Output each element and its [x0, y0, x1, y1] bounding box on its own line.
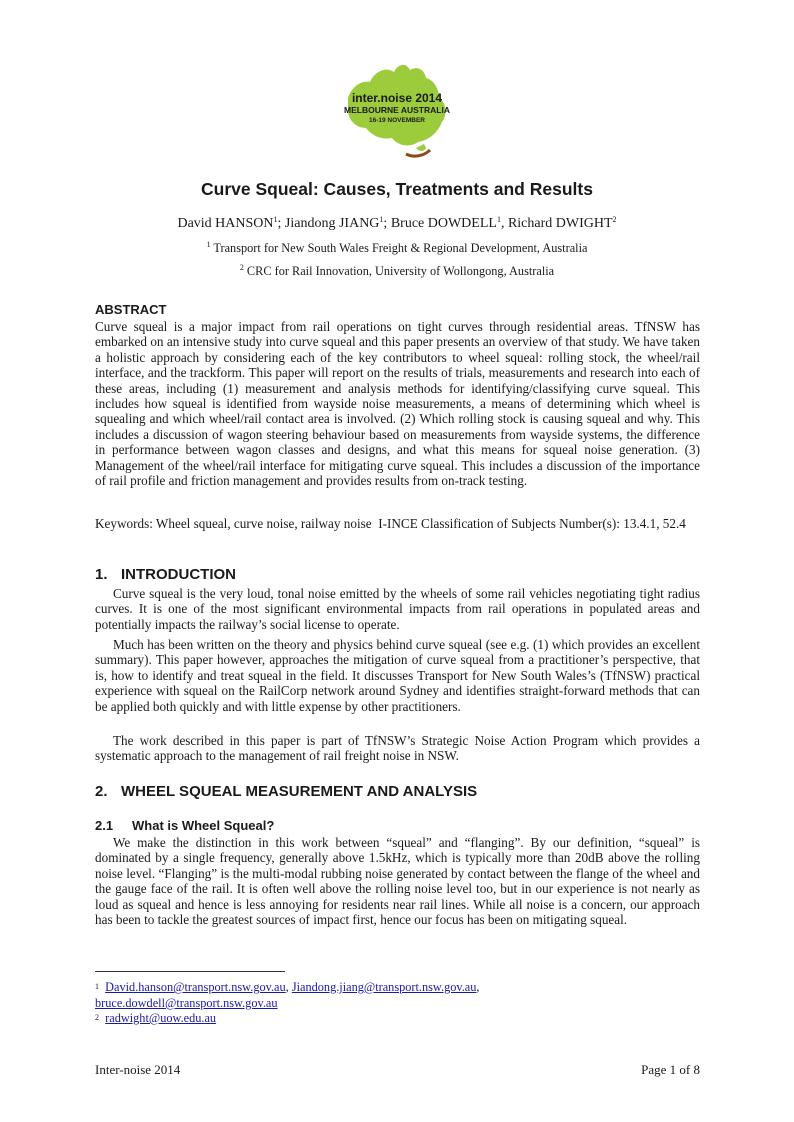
affiliation [0, 264, 794, 279]
affiliation [0, 241, 794, 256]
author-name: David HANSON [177, 216, 274, 231]
paragraph: Curve squeal is the very loud, tonal noise emitted by the wheels of some rail vehicles negotiating tight radius curves. It is one of the most significant environmental impacts from rail operations in populated areas and potentially impacts the railway’s social license to operate. [95, 586, 700, 632]
keywords [95, 516, 700, 531]
abstract-text: Curve squeal is a major impact from rail operations on tight curves through residential areas. TfNSW has embarked on an intensive study into curve squeal and this paper presents an overview of that study. We have taken a holistic approach by considering each of the key contributors to wheel squeal: rolling stock, the wheel/rail interface, and the trackform. This paper will report on the results of trials, measurements and research into each of these areas, including (1) measurement and analysis methods for identifying/classifying curve squeal. This includes how squeal is identified from wayside noise measurements, a means of determining which wheel is squealing and which wheel/rail contact area is involved. (2) Which rolling stock is causing squeal and why. This includes a discussion of wagon steering behaviour based on measurements from wayside systems, the difference in performance between wagon classes and designs, and what this means for squeal noise generation. (3) Management of the wheel/rail interface for mitigating curve squeal. This includes a discussion of the importance of rail profile and friction management and provides results from on-track testing. [95, 319, 700, 489]
author-list: David HANSON$^1$; Jiandong JIANG$^1$; Bruce DOWDELL$^1$, Richard DWIGHT$^2$ [177, 215, 617, 231]
paper-title: Curve Squeal: Causes, Treatments and Results [201, 179, 593, 199]
email-link[interactable]: David.hanson@transport.nsw.gov.au [105, 980, 286, 994]
footnote-1-continued [95, 996, 278, 1011]
affiliation-text: Transport for New South Wales Freight & Regional Development, Australia [213, 241, 588, 255]
author-affiliation-mark: 2 [612, 215, 617, 224]
classification-text: I-INCE Classification of Subjects Number(s): 13.4.1, 52.4 [378, 516, 686, 531]
affiliation-text: CRC for Rail Innovation, University of Wollongong, Australia [246, 264, 555, 278]
author-name: Jiandong JIANG [284, 216, 380, 231]
affiliation-number: 1 [206, 240, 211, 249]
footnote-divider [95, 971, 285, 972]
section-heading-introduction [95, 566, 236, 583]
author-affiliation-mark: 1 [273, 215, 278, 224]
subsection-heading [95, 818, 274, 833]
section-number: 2. [95, 783, 108, 800]
conference-logo [334, 58, 460, 162]
footer-conference: Inter-noise 2014 [95, 1062, 181, 1077]
author-affiliation-mark: 1 [379, 215, 384, 224]
subsection-title: What is Wheel Squeal? [132, 818, 275, 833]
logo-line1: inter.noise 2014 [351, 91, 443, 105]
paragraph: The work described in this paper is part of TfNSW’s Strategic Noise Action Program which provides a systematic approach to the management of rail freight noise in NSW. [95, 733, 700, 764]
logo-line3: 16-19 NOVEMBER [369, 117, 425, 124]
footnote-number: 1 [95, 982, 99, 991]
australia-map-icon [334, 58, 460, 162]
footnote-number: 2 [95, 1013, 99, 1022]
section-title: INTRODUCTION [121, 566, 236, 583]
email-link[interactable]: bruce.dowdell@transport.nsw.gov.au [95, 996, 278, 1010]
section-heading-wheel-squeal [95, 783, 477, 800]
logo-line2: MELBOURNE AUSTRALIA [344, 105, 450, 115]
keywords-text: Keywords: Wheel squeal, curve noise, railway noise [95, 516, 372, 531]
footnote-1: $^1$ David.hanson@transport.nsw.gov.au, Jiandong.jiang@transport.nsw.gov.au, [95, 980, 480, 994]
author-name: Bruce DOWDELL [390, 216, 497, 231]
page-number: Page 1 of 8 [641, 1062, 700, 1077]
paragraph: We make the distinction in this work between “squeal” and “flanging”. By our definition, “squeal” is dominated by a single frequency, generally above 1.5kHz, which is typically more than 20dB above the rolling noise level. “Flanging” is the multi-modal rubbing noise generated by contact between the flange of the wheel and the gauge face of the rail. It is often well above the rolling noise level too, but in our experience is not nearly as loud as squeal and hence is less annoying for residents near rail lines. While all noise is a concern, our approach has been to tackle the greatest sources of impact first, hence our focus has been on mitigating squeal. [95, 835, 700, 928]
footnote-2 [95, 1011, 216, 1026]
author-name: Richard DWIGHT [507, 216, 613, 231]
email-link[interactable]: radwight@uow.edu.au [105, 1011, 217, 1025]
paragraph: Much has been written on the theory and physics behind curve squeal (see e.g. (1) which provides an excellent summary). This paper however, approaches the mitigation of curve squeal from a practitioner’s perspective, that is, how to identify and treat squeal in the field. It discusses Transport for New South Wales’s (TfNSW) practical experience with squeal on the RailCorp network around Sydney and identifies straight-forward methods that can be applied both quickly and with little expense by other practitioners. [95, 637, 700, 714]
subsection-number: 2.1 [95, 818, 114, 833]
affiliation-number: 2 [239, 263, 244, 272]
email-link[interactable]: Jiandong.jiang@transport.nsw.gov.au [291, 980, 477, 994]
author-affiliation-mark: 1 [496, 215, 501, 224]
abstract-heading: ABSTRACT [95, 302, 167, 317]
section-number: 1. [95, 566, 108, 583]
section-title: WHEEL SQUEAL MEASUREMENT AND ANALYSIS [121, 783, 478, 800]
